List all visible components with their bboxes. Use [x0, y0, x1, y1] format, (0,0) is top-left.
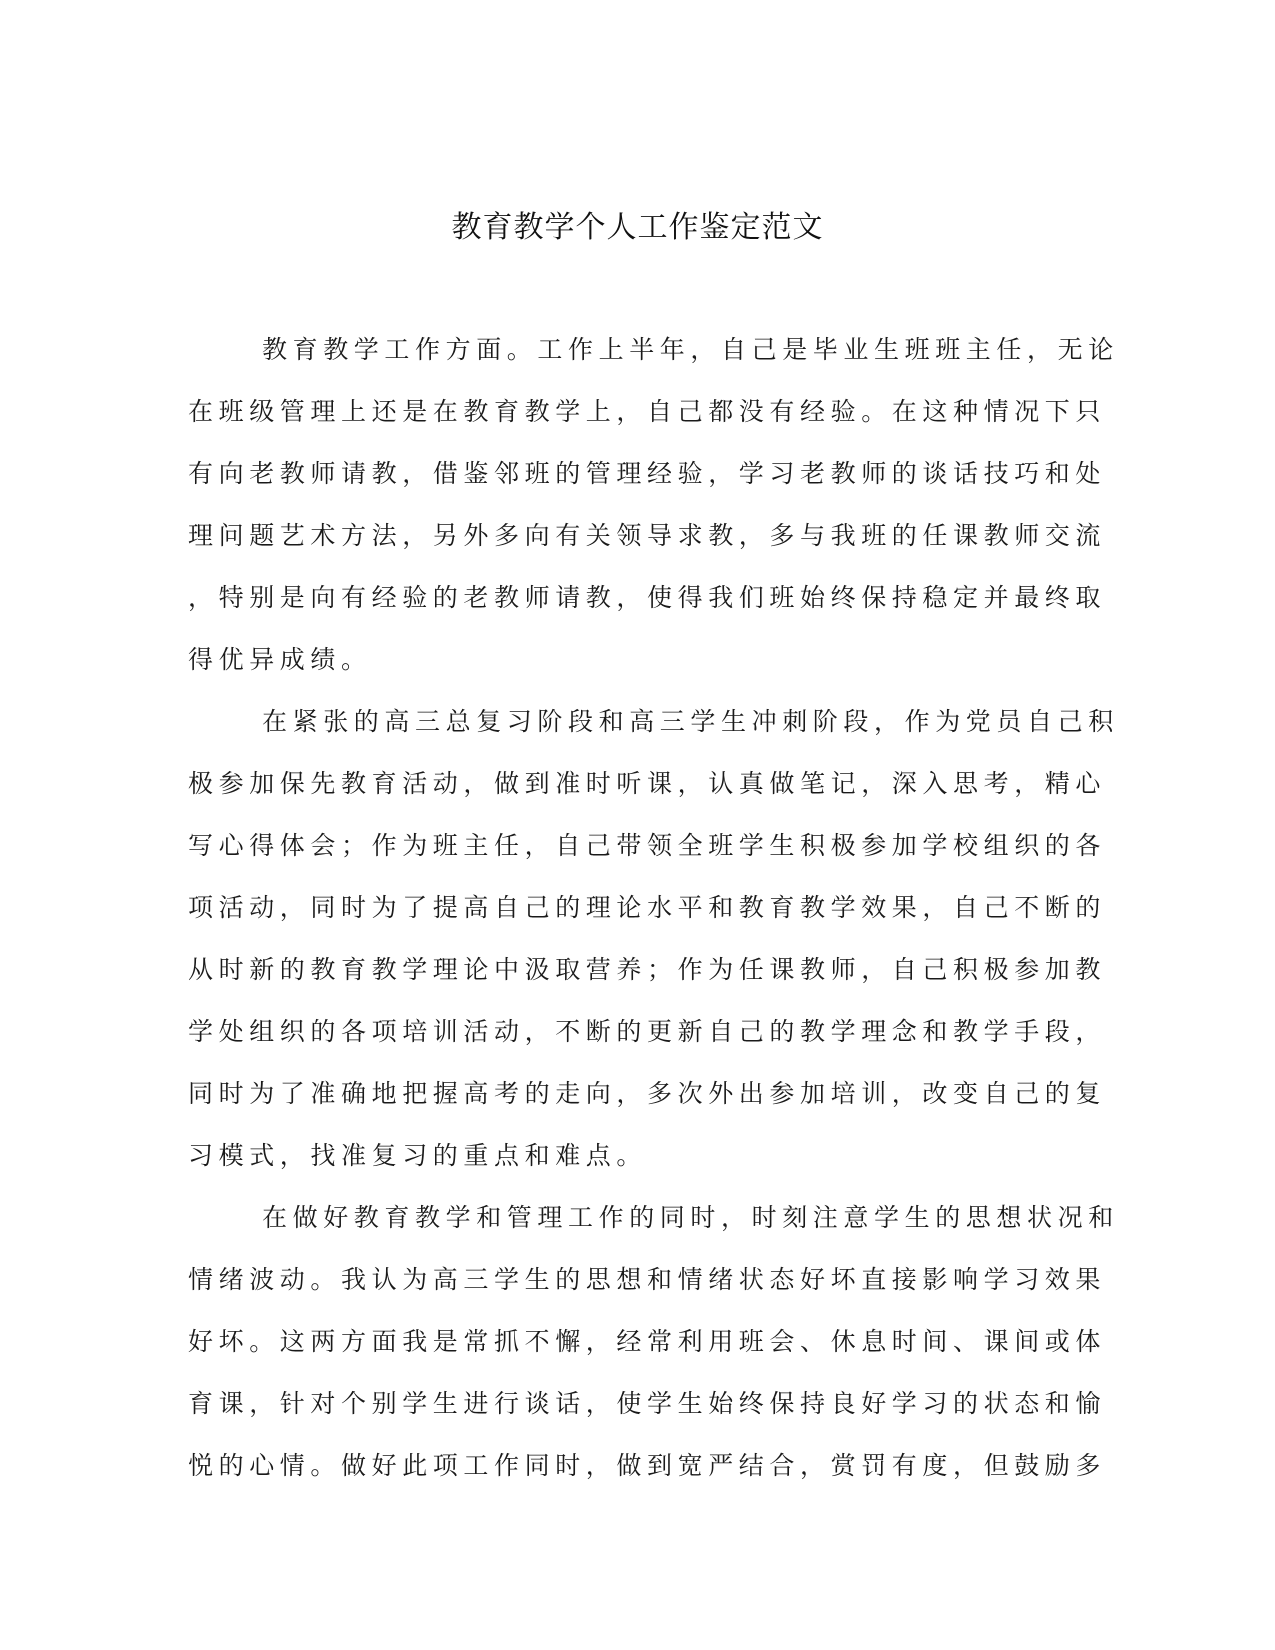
paragraph-line: 写心得体会；作为班主任，自己带领全班学生积极参加学校组织的各: [188, 831, 1107, 860]
paragraph-line: 情绪波动。我认为高三学生的思想和情绪状态好坏直接影响学习效果: [188, 1265, 1107, 1294]
paragraph-line: 同时为了准确地把握高考的走向，多次外出参加培训，改变自己的复: [188, 1079, 1107, 1108]
paragraph-line: 从时新的教育教学理论中汲取营养；作为任课教师，自己积极参加教: [188, 955, 1107, 984]
paragraph-line: 学处组织的各项培训活动，不断的更新自己的教学理念和教学手段，: [188, 1017, 1107, 1046]
document-title: 教育教学个人工作鉴定范文: [451, 210, 824, 245]
paragraph-line: 理问题艺术方法，另外多向有关领导求教，多与我班的任课教师交流: [188, 521, 1107, 550]
paragraph-line: 悦的心情。做好此项工作同时，做到宽严结合，赏罚有度，但鼓励多: [188, 1451, 1107, 1480]
paragraph-line: 得优异成绩。: [188, 645, 372, 674]
paragraph-1: [188, 330, 1119, 702]
paragraph-line: 教育教学工作方面。工作上半年，自己是毕业生班班主任，无论: [262, 335, 1119, 364]
paragraph-3: [188, 1198, 1119, 1508]
paragraph-line: 育课，针对个别学生进行谈话，使学生始终保持良好学习的状态和愉: [188, 1389, 1107, 1418]
paragraph-line: 项活动，同时为了提高自己的理论水平和教育教学效果，自己不断的: [188, 893, 1107, 922]
paragraph-line: 在做好教育教学和管理工作的同时，时刻注意学生的思想状况和: [262, 1203, 1119, 1232]
paragraph-line: 习模式，找准复习的重点和难点。: [188, 1141, 648, 1170]
document-body: [188, 330, 1119, 1508]
paragraph-line: 极参加保先教育活动，做到准时听课，认真做笔记，深入思考，精心: [188, 769, 1107, 798]
paragraph-line: 好坏。这两方面我是常抓不懈，经常利用班会、休息时间、课间或体: [188, 1327, 1107, 1356]
paragraph-line: 有向老教师请教，借鉴邻班的管理经验，学习老教师的谈话技巧和处: [188, 459, 1107, 488]
paragraph-line: ，特别是向有经验的老教师请教，使得我们班始终保持稳定并最终取: [188, 583, 1107, 612]
paragraph-2: [188, 702, 1119, 1198]
paragraph-line: 在紧张的高三总复习阶段和高三学生冲刺阶段，作为党员自己积: [262, 707, 1119, 736]
paragraph-line: 在班级管理上还是在教育教学上，自己都没有经验。在这种情况下只: [188, 397, 1107, 426]
